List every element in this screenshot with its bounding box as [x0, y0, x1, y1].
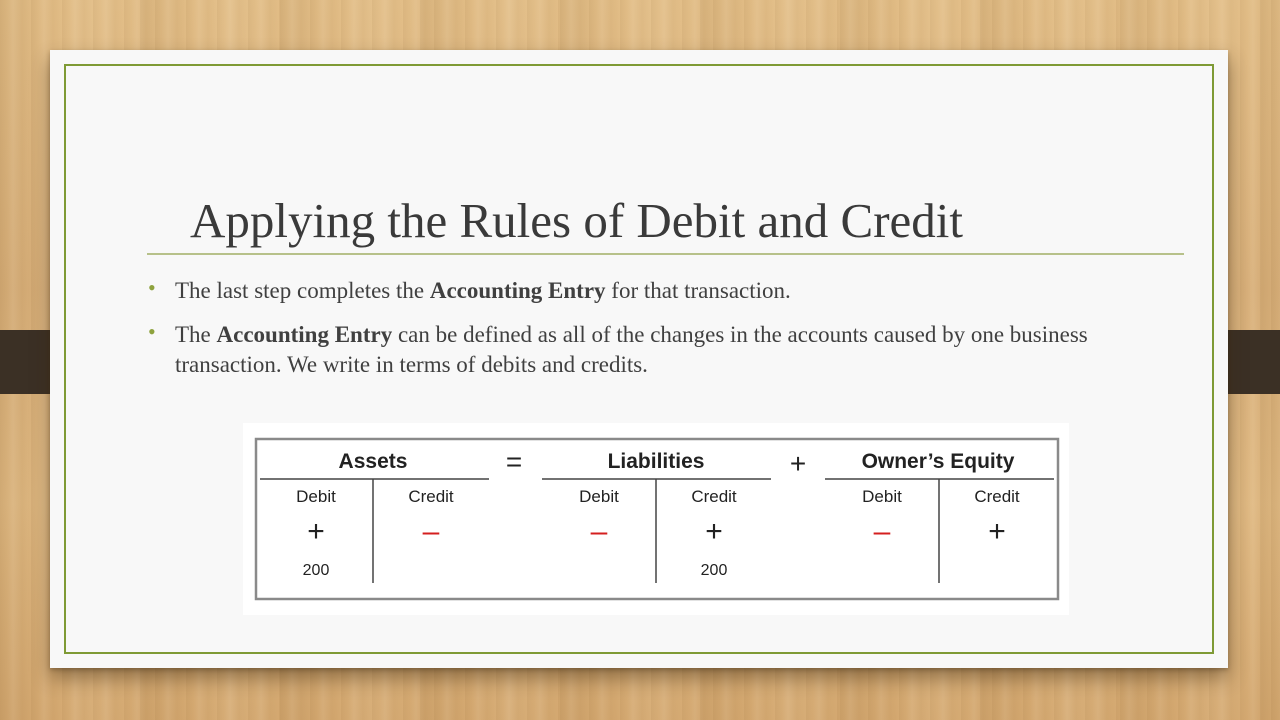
- bullet-dot-icon: •: [148, 319, 156, 344]
- equals-sign: =: [505, 446, 523, 477]
- liabilities-credit-amount: 200: [700, 562, 728, 579]
- bullet-text: The last step completes the: [175, 278, 430, 303]
- bullet-list: [145, 276, 1145, 394]
- bullet-bold-term: Accounting Entry: [429, 278, 606, 303]
- assets-debit-increase-sign: +: [307, 515, 325, 548]
- bullet-item: [145, 276, 1145, 306]
- bullet-text: for that transaction.: [605, 278, 791, 303]
- assets-credit-label: Credit: [408, 487, 454, 506]
- bullet-dot-icon: •: [148, 275, 156, 300]
- bullet-item: [145, 320, 1145, 380]
- accounting-equation-diagram: [243, 423, 1069, 615]
- bullet-bold-term: Accounting Entry: [216, 322, 393, 347]
- title-divider: [147, 253, 1184, 255]
- assets-debit-amount: 200: [302, 562, 330, 579]
- bullet-text: The: [175, 322, 217, 347]
- slide: [50, 50, 1228, 668]
- plus-sign: +: [789, 448, 807, 479]
- assets-debit-label: Debit: [296, 487, 336, 506]
- equity-credit-label: Credit: [974, 487, 1020, 506]
- owners-equity-heading: Owner’s Equity: [861, 450, 1015, 473]
- equity-credit-increase-sign: +: [988, 515, 1006, 548]
- liabilities-heading: Liabilities: [607, 450, 705, 473]
- liabilities-credit-increase-sign: +: [705, 515, 723, 548]
- accounting-equation-figure: [243, 423, 1069, 615]
- assets-heading: Assets: [338, 450, 408, 473]
- equity-debit-label: Debit: [862, 487, 902, 506]
- liabilities-debit-decrease-sign: –: [590, 515, 608, 548]
- slide-title: Applying the Rules of Debit and Credit: [190, 193, 963, 248]
- liabilities-debit-label: Debit: [579, 487, 619, 506]
- bullet-text: can be defined as all of the changes in the accounts caused by one business transaction. We write in terms of debits and credits.: [175, 322, 1088, 377]
- equity-debit-decrease-sign: –: [873, 515, 891, 548]
- liabilities-credit-label: Credit: [691, 487, 737, 506]
- assets-credit-decrease-sign: –: [422, 515, 440, 548]
